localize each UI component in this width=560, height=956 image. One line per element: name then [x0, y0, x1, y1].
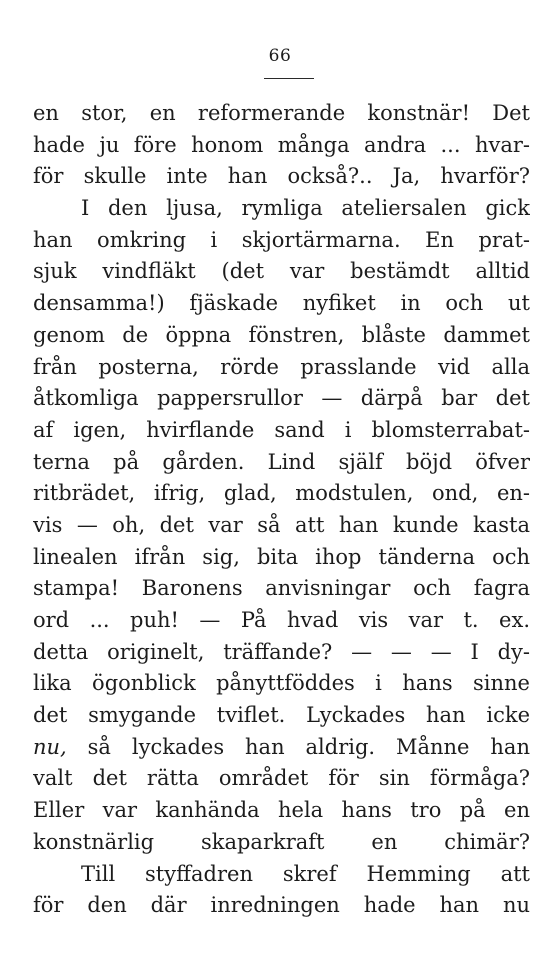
text-line: valt det rätta området för sin förmåga? [33, 766, 530, 791]
text-line-with-italic [33, 732, 530, 764]
body-text [33, 98, 530, 922]
text-line: Eller var kanhända hela hans tro på en [33, 798, 530, 823]
text-line: åtkomliga pappersrullor — därpå bar det [33, 386, 530, 411]
text-line: konstnärlig skaparkraft en chimär? [33, 829, 530, 854]
text-line: han omkring i skjortärmarna. En prat- [33, 227, 530, 252]
text-line: sjuk vindfläkt (det var bestämdt alltid [33, 259, 530, 284]
text-line: vis — oh, det var så att han kunde kasta [33, 512, 530, 537]
text-line: en stor, en reformerande konstnär! Det [33, 101, 530, 125]
text-line: genom de öppna fönstren, blåste dammet [33, 322, 530, 347]
text-line: ord ... puh! — På hvad vis var t. ex. [33, 608, 530, 632]
text-line: Till styffadren skref Hemming att [81, 861, 530, 886]
text-line: linealen ifrån sig, bita ihop tänderna och [33, 544, 530, 569]
text-line: från posterna, rörde prasslande vid alla [33, 354, 530, 379]
text-line: för den där inredningen hade han nu [33, 893, 530, 918]
page-number-rule [264, 78, 314, 79]
text-line: hade ju före honom många andra ... hvar- [33, 132, 530, 157]
text-line: af igen, hvirflande sand i blomsterrabat- [33, 417, 530, 442]
text-line: stampa! Baronens anvisningar och fagra [33, 576, 530, 601]
text-line-rest: så lyckades han aldrig. Månne han [87, 734, 530, 759]
text-line: I den ljusa, rymliga ateliersalen gick [81, 196, 530, 221]
text-line: det smygande tviflet. Lyckades han icke [33, 703, 530, 728]
page-number: 66 [268, 46, 292, 66]
text-line: densamma!) fjäskade nyfiket in och ut [33, 291, 530, 316]
text-line: detta originelt, träffande? — — — I dy- [33, 639, 530, 664]
text-line: lika ögonblick pånyttföddes i hans sinne [33, 671, 530, 696]
text-line: ritbrädet, ifrig, glad, modstulen, ond, en- [33, 481, 530, 506]
text-line: terna på gården. Lind själf böjd öfver [33, 449, 530, 474]
italic-word: nu, [33, 734, 67, 759]
text-line: för skulle inte han också?.. Ja, hvarför? [33, 164, 530, 189]
